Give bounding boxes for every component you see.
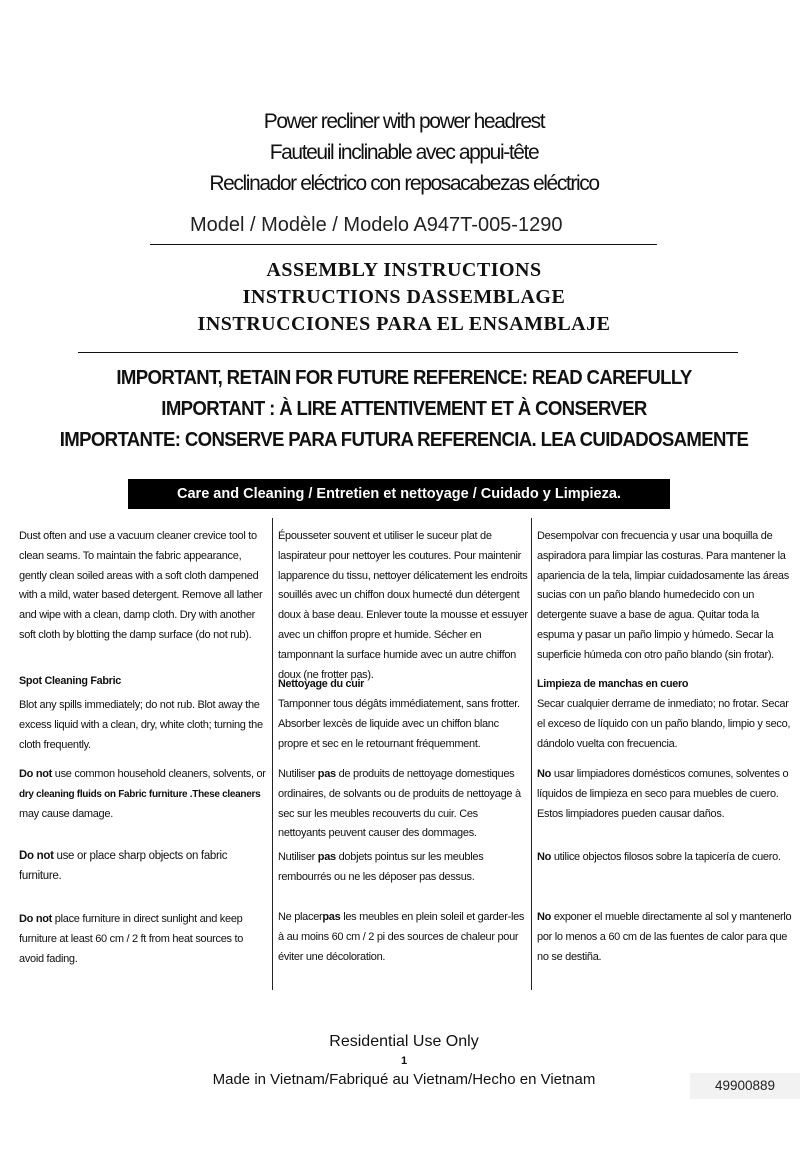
english-spot-text: Blot any spills immediately; do not rub. Blot away the excess liquid with a clean, dry, white cloth; turning the cloth frequently. bbox=[19, 699, 263, 751]
assembly-heading-en: ASSEMBLY INSTRUCTIONS bbox=[266, 259, 542, 281]
column-divider-2 bbox=[531, 518, 532, 990]
no-label: No bbox=[537, 911, 552, 923]
important-notice-fr: IMPORTANT : À LIRE ATTENTIVEMENT ET À CONSERVER bbox=[161, 398, 647, 420]
warning-text: utilice objectos filosos sobre la tapicería de cuero. bbox=[551, 851, 781, 863]
warning-prefix: Nutiliser bbox=[278, 851, 318, 863]
warning-text: place furniture in direct sunlight and keep furniture at least 60 cm / 2 ft from heat sources to avoid fading. bbox=[19, 913, 244, 965]
french-sharp-objects bbox=[278, 848, 528, 888]
english-cleaners-warning bbox=[19, 765, 268, 824]
divider-assembly bbox=[78, 352, 738, 353]
do-not-label: Do not bbox=[19, 768, 53, 780]
warning-prefix: Nutiliser bbox=[278, 768, 318, 780]
pas-label: pas bbox=[317, 851, 336, 863]
spanish-spot-text: Secar cualquier derrame de inmediato; no frotar. Secar el exceso de líquido con un paño blando, limpio y seco, dándolo vuelta con frecuencia. bbox=[537, 698, 791, 750]
french-sunlight bbox=[278, 908, 528, 967]
important-notice-en: IMPORTANT, RETAIN FOR FUTURE REFERENCE: READ CAREFULLY bbox=[116, 367, 692, 389]
important-notice-es: IMPORTANTE: CONSERVE PARA FUTURA REFERENCIA. LEA CUIDADOSAMENTE bbox=[59, 429, 749, 451]
french-cleaners-warning bbox=[278, 765, 528, 844]
made-in-label: Made in Vietnam/Fabriqué au Vietnam/Hecho en Vietnam bbox=[212, 1071, 596, 1088]
column-divider-1 bbox=[272, 518, 273, 990]
warning-text: de produits de nettoyage domestiques ordinaires, de solvants ou de produits de nettoyage à sec sur les meubles recouverts du cuir. Ces nettoyants peuvent causer des dommages. bbox=[278, 768, 521, 840]
warning-text: use or place sharp objects on fabric furniture. bbox=[19, 850, 228, 882]
spanish-sharp-objects bbox=[537, 848, 792, 868]
assembly-heading-es: INSTRUCCIONES PARA EL ENSAMBLAJE bbox=[197, 313, 611, 335]
spanish-spot-heading: Limpieza de manchas en cuero bbox=[537, 678, 689, 690]
english-spot-heading: Spot Cleaning Fabric bbox=[19, 675, 121, 687]
no-label: No bbox=[537, 851, 552, 863]
warning-text: les meubles en plein soleil et garder-les à au moins 60 cm / 2 pi des sources de chaleur pour éviter une décoloration. bbox=[278, 911, 525, 963]
divider-model bbox=[150, 244, 657, 245]
no-label: No bbox=[537, 768, 552, 780]
english-sharp-objects bbox=[19, 847, 268, 887]
spanish-sunlight bbox=[537, 908, 792, 967]
french-spot-heading: Nettoyage du cuir bbox=[278, 678, 365, 690]
assembly-heading-fr: INSTRUCTIONS DASSEMBLAGE bbox=[242, 286, 566, 308]
warning-text: exponer el mueble directamente al sol y mantenerlo por lo menos a 60 cm de las fuentes de calor para que no se destiña. bbox=[537, 911, 792, 963]
care-cleaning-banner: Care and Cleaning / Entretien et nettoyage / Cuidado y Limpieza. bbox=[128, 479, 670, 509]
warning-text: use common household cleaners, solvents, or bbox=[52, 768, 266, 780]
french-general-care: Épousseter souvent et utiliser le suceur plat de laspirateur pour nettoyer les coutures. Pour maintenir lapparence du tissu, nettoyer délicatement les endroits souillés avec un chiffon doux humecté dun détergent doux à base deau. Enlever toute la mousse et essuyer avec un chiffon propre et humide. Sécher en tamponnant la surface humide avec un autre chiffon doux (ne frotter pas). bbox=[278, 530, 528, 681]
do-not-label: Do not bbox=[19, 913, 53, 925]
spanish-general-care: Desempolvar con frecuencia y usar una boquilla de aspiradora para limpiar las costuras. Para mantener la apariencia de la tela, limpiar cuidadosamente las áreas sucias con un paño blando humedecido con un detergente suave a base de agua. Quitar toda la espuma y pasar un paño limpio y húmedo. Secar la superficie húmeda con otro paño blando (sin frotar). bbox=[537, 530, 789, 661]
model-number: Model / Modèle / Modelo A947T-005-1290 bbox=[190, 214, 563, 236]
do-not-label: Do not bbox=[19, 850, 54, 862]
product-title-es: Reclinador eléctrico con reposacabezas eléctrico bbox=[209, 172, 599, 195]
page-number: 1 bbox=[400, 1055, 408, 1067]
product-title-fr: Fauteuil inclinable avec appui-tête bbox=[269, 141, 539, 164]
part-number: 49900889 bbox=[690, 1073, 800, 1099]
pas-label: pas bbox=[322, 911, 341, 923]
warning-text: dobjets pointus sur les meubles rembourrés ou ne les déposer pas dessus. bbox=[278, 851, 484, 883]
warning-text: usar limpiadores domésticos comunes, solventes o líquidos de limpieza en seco para muebles de cuero. Estos limpiadores pueden causar daños. bbox=[537, 768, 789, 820]
product-title-en: Power recliner with power headrest bbox=[263, 110, 545, 133]
pas-label: pas bbox=[317, 768, 336, 780]
english-sunlight bbox=[19, 910, 268, 969]
warning-bold-text: dry cleaning fluids on Fabric furniture .These cleaners bbox=[19, 788, 261, 800]
french-spot-text: Tamponner tous dégâts immédiatement, sans frotter. Absorber lexcès de liquide avec un chiffon blanc propre et sec en le retournant fréquemment. bbox=[278, 698, 520, 750]
spanish-cleaners-warning bbox=[537, 765, 792, 824]
warning-text-end: may cause damage. bbox=[19, 807, 113, 820]
warning-prefix: Ne placer bbox=[278, 911, 323, 923]
english-general-care: Dust often and use a vacuum cleaner crevice tool to clean seams. To maintain the fabric appearance, gently clean soiled areas with a soft cloth dampened with a mild, water based detergent. Remove all lather and wipe with a clean, damp cloth. Dry with another soft cloth by blotting the damp surface (do not rub). bbox=[19, 530, 263, 641]
residential-use-label: Residential Use Only bbox=[329, 1033, 479, 1050]
